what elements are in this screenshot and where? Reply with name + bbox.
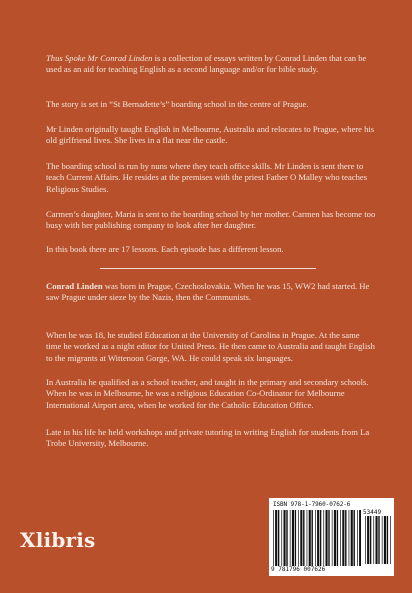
barcode-bar — [326, 510, 328, 566]
barcode-bar — [284, 510, 286, 566]
barcode-bar — [278, 510, 279, 566]
author-name: Conrad Linden — [46, 281, 103, 291]
isbn-label: ISBN 978-1-7960-0762-6 — [273, 501, 351, 508]
book-title: Thus Spoke Mr Conrad Linden — [46, 53, 153, 63]
barcode-bar — [312, 510, 313, 566]
barcode — [269, 498, 394, 576]
barcode-bar — [334, 510, 336, 566]
barcode-ean-number: 9 781796 007626 — [271, 566, 326, 573]
barcode-bar — [349, 510, 350, 566]
intro-paragraph-5: Carmen’s daughter, Maria is sent to the boarding school by her mother. Carmen has become too busy with her publishing company to look after her daughter. — [46, 209, 376, 231]
barcode-bar — [307, 510, 308, 566]
barcode-bar — [317, 510, 319, 566]
barcode-bar — [281, 510, 282, 566]
barcode-bar — [345, 510, 346, 566]
barcode-bar — [370, 516, 371, 564]
intro-paragraph-3: Mr Linden originally taught English in Melbourne, Australia and relocates to Prague, where his old girlfriend lives. She lives in a flat near the castle. — [46, 124, 375, 146]
barcode-bar — [300, 510, 302, 566]
barcode-bar — [323, 510, 324, 566]
barcode-bar — [342, 510, 344, 566]
intro-paragraph-1 — [46, 53, 376, 76]
barcode-bar — [367, 516, 369, 564]
barcode-addon-number: 53449 — [363, 509, 382, 516]
intro-paragraph-4: The boarding school is run by nuns where they teach office skills. Mr Linden is sent there to teach Current Affairs. He resides at the premises with the priest Father O Malley who teaches Religious Studies. — [46, 161, 368, 194]
barcode-bar — [303, 510, 304, 566]
barcode-bar — [328, 510, 329, 566]
barcode-bar — [365, 516, 366, 564]
barcode-bar — [273, 510, 274, 566]
barcode-bar — [351, 510, 353, 566]
barcode-bar — [378, 516, 379, 564]
barcode-bar — [309, 510, 311, 566]
bio-text: was born in Prague, Czechoslovakia. When he was 15, WW2 had started. He saw Prague under sieze by the Nazis, then the Communists. — [46, 281, 370, 303]
barcode-bar — [387, 516, 388, 564]
publisher-logo: Xlibris — [20, 528, 96, 552]
barcode-bar — [295, 510, 296, 566]
barcode-bar — [337, 510, 338, 566]
intro-text: is a collection of essays written by Conrad Linden that can be used as an aid for teaching English as a second language and/or for bible study. — [46, 53, 367, 75]
bio-paragraph-2: When he was 18, he studied Education at the University of Carolina in Prague. At the same time he worked as a night editor for United Press. He then came to Australia and taught English to the migrants at Wittenoon Gorge, WA. He could speak six languages. — [46, 330, 375, 363]
divider — [100, 268, 316, 269]
barcode-bar — [382, 516, 383, 564]
bio-paragraph-3: In Australia he qualified as a school teacher, and taught in the primary and secondary schools. When he was in Melbourne, he was a religious Education Co-Ordinator for Melbourne International Airport area, when he worked for the Catholic Education Office. — [46, 377, 369, 410]
barcode-bar — [275, 510, 277, 566]
bio-paragraph-1 — [46, 281, 376, 304]
barcode-bar — [292, 510, 294, 566]
barcode-bar — [320, 510, 321, 566]
barcode-bar — [290, 510, 291, 566]
intro-paragraph-2: The story is set in “St Bernadette’s” boarding school in the centre of Prague. — [46, 99, 309, 109]
bio-paragraph-4: Late in his life he held workshops and private tutoring in writing English for students from La Trobe University, Melbourne. — [46, 427, 370, 449]
barcode-bar — [354, 510, 355, 566]
intro-paragraph-6: In this book there are 17 lessons. Each episode has a different lesson. — [46, 244, 284, 254]
barcode-bar — [315, 510, 316, 566]
barcode-bar — [390, 516, 391, 564]
barcode-addon-bars — [365, 516, 391, 564]
barcode-bar — [376, 516, 378, 564]
barcode-bar — [298, 510, 299, 566]
barcode-bars — [273, 510, 361, 566]
barcode-bar — [286, 510, 287, 566]
barcode-bar — [373, 516, 374, 564]
barcode-bar — [384, 516, 386, 564]
barcode-bar — [357, 510, 358, 566]
barcode-bar — [359, 510, 361, 566]
barcode-bar — [332, 510, 333, 566]
barcode-bar — [340, 510, 341, 566]
